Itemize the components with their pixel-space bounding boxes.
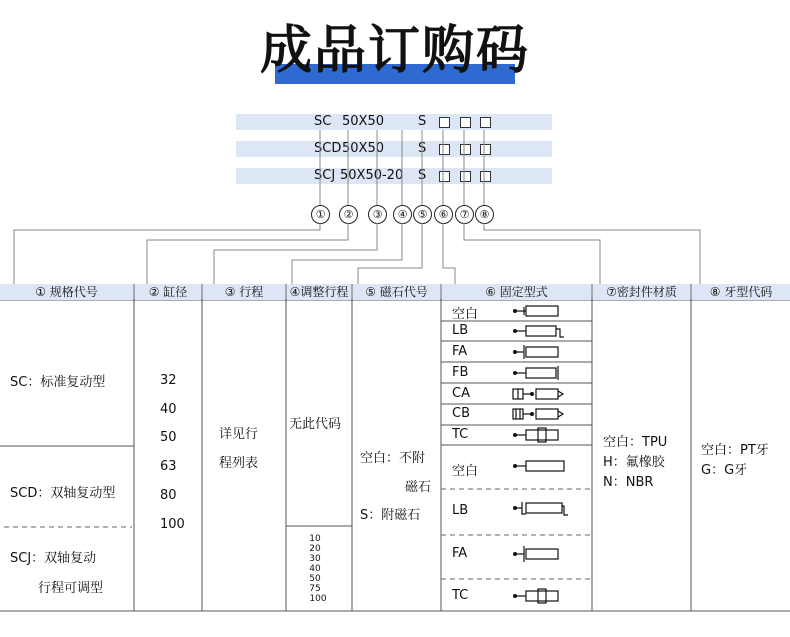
mount-label: FB (452, 365, 469, 380)
code-prefix: SC (314, 114, 332, 129)
cylinder-fb-icon (510, 365, 570, 381)
spec-scj-line2: 行程可调型 (38, 581, 104, 596)
header-adjust: ④调整行程 (287, 284, 351, 300)
mount-label: TC (452, 427, 469, 442)
magnet-blank-line2: 磁石 (405, 480, 432, 495)
code-size: 50X50 (342, 141, 384, 156)
seal-n: N：NBR (603, 475, 654, 490)
cylinder-ca-icon (510, 386, 570, 402)
code-size: 50X50 (342, 114, 384, 129)
thread-g: G：G牙 (701, 463, 748, 478)
header-mount: ⑥ 固定型式 (442, 284, 591, 300)
spec-sc: SC：标准复动型 (10, 375, 106, 390)
header-thread: ⑧ 牙型代码 (692, 284, 790, 300)
mount-label: 空白 (452, 464, 479, 479)
mount-label: FA (452, 344, 468, 359)
thread-pt: 空白：PT牙 (701, 443, 769, 458)
magnet-s: S：附磁石 (360, 508, 421, 523)
header-seal: ⑦密封件材质 (593, 284, 690, 300)
bore-value: 100 (160, 517, 185, 532)
circle-4: ④ (393, 205, 412, 224)
mount-label: LB (452, 323, 469, 338)
spec-scd: SCD：双轴复动型 (10, 486, 116, 501)
circle-1: ① (311, 205, 330, 224)
bore-value: 40 (160, 402, 177, 417)
circle-8: ⑧ (475, 205, 494, 224)
stroke-note-line1: 详见行 (219, 427, 259, 442)
stroke-note-line2: 程列表 (219, 456, 259, 471)
circle-7: ⑦ (455, 205, 474, 224)
mount-label: TC (452, 588, 469, 603)
mount-label: CB (452, 406, 470, 421)
mount-label: CA (452, 386, 470, 401)
code-prefix: SCJ (314, 168, 336, 183)
mount-label: LB (452, 503, 469, 518)
adjust-value: 100 (309, 594, 327, 604)
circle-2: ② (339, 205, 358, 224)
cylinder-lb-icon (510, 500, 570, 518)
cylinder-basic-icon (510, 303, 570, 319)
cylinder-lb-icon (510, 323, 570, 339)
cylinder-fa-icon (510, 344, 570, 360)
adjust-value: 40 (309, 564, 321, 574)
bore-value: 50 (160, 430, 177, 445)
mount-label: FA (452, 546, 468, 561)
header-magnet: ⑤ 磁石代号 (353, 284, 440, 300)
magnet-blank: 空白：不附 (360, 451, 426, 466)
bore-value: 80 (160, 488, 177, 503)
seal-h: H：氟橡胶 (603, 455, 665, 470)
page-title: 成品订购码 (259, 21, 530, 81)
code-magnet: S (418, 114, 427, 129)
adjust-value: 75 (309, 584, 321, 594)
adjust-value: 10 (309, 534, 321, 544)
cylinder-cb-icon (510, 406, 570, 422)
header-bore: ② 缸径 (135, 284, 201, 300)
adjust-value: 30 (309, 554, 321, 564)
adjust-value: 50 (309, 574, 321, 584)
mount-label: 空白 (452, 307, 479, 322)
bore-value: 32 (160, 373, 177, 388)
adjust-value: 20 (309, 544, 321, 554)
circle-5: ⑤ (413, 205, 432, 224)
cylinder-fa-icon (510, 545, 570, 563)
seal-blank: 空白：TPU (603, 435, 668, 450)
circle-6: ⑥ (434, 205, 453, 224)
circle-3: ③ (368, 205, 387, 224)
code-magnet: S (418, 168, 427, 183)
code-magnet: S (418, 141, 427, 156)
code-size: 50X50-20 (340, 168, 404, 183)
cylinder-tc-icon (510, 588, 570, 604)
bore-value: 63 (160, 459, 177, 474)
header-stroke: ③ 行程 (203, 284, 285, 300)
adjust-none: 无此代码 (289, 417, 342, 432)
header-spec: ① 规格代号 (0, 284, 133, 300)
cylinder-tc-icon (510, 427, 570, 443)
cylinder-basic-icon (510, 458, 570, 474)
code-prefix: SCD (314, 141, 342, 156)
spec-scj-line1: SCJ：双轴复动 (10, 551, 97, 566)
